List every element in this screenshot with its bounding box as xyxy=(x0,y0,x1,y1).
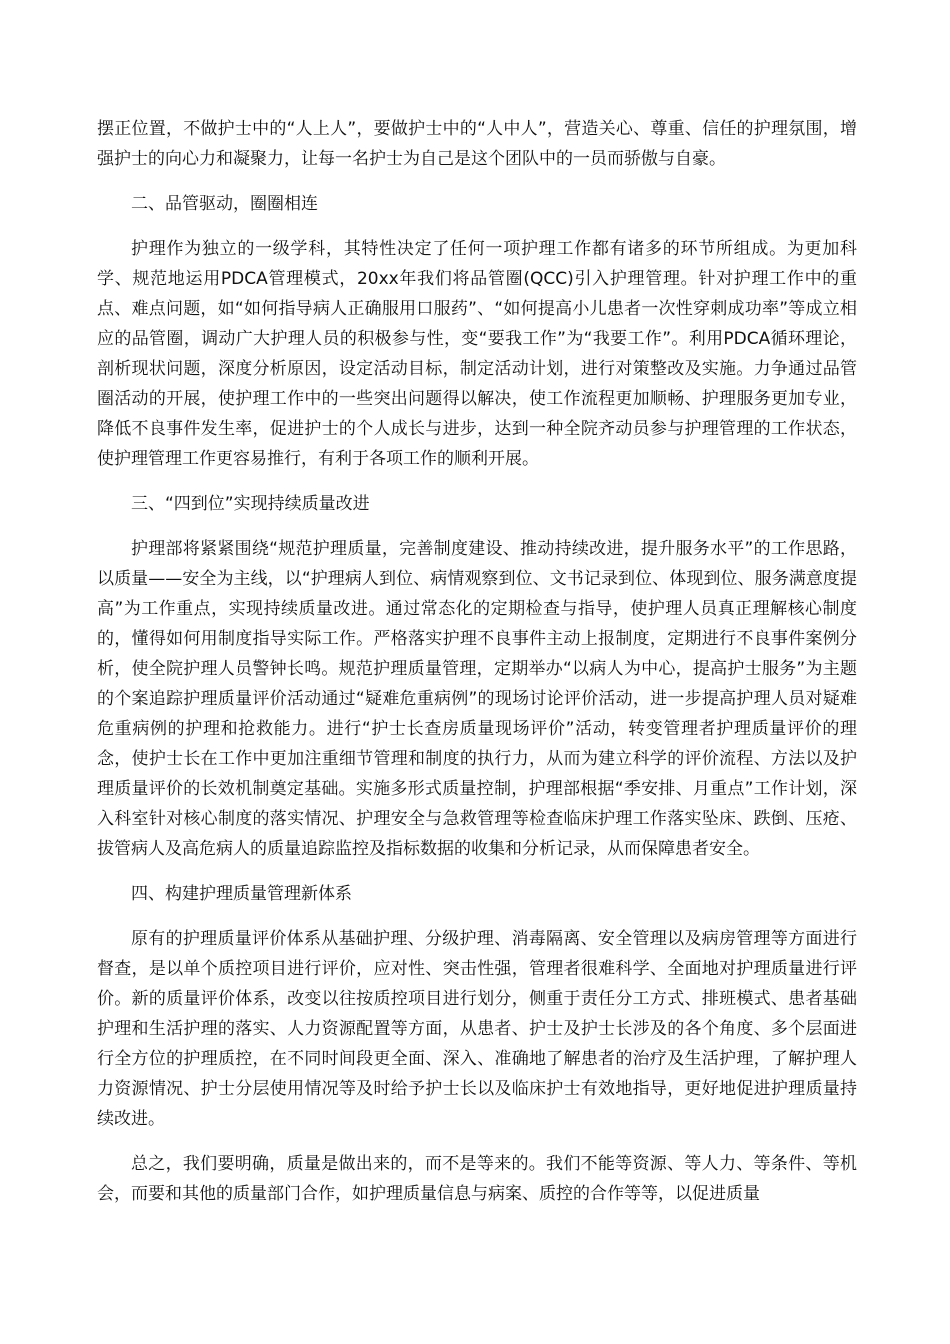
conclusion-paragraph: 总之，我们要明确，质量是做出来的，而不是等来的。我们不能等资源、等人力、等条件、等机会，而要和其他的质量部门合作，如护理质量信息与病案、质控的合作等等，以促进质量 xyxy=(97,1154,857,1204)
section-3-paragraph: 护理部将紧紧围绕“规范护理质量，完善制度建设、推动持续改进，提升服务水平”的工作思路，以质量——安全为主线，以“护理病人到位、病情观察到位、文书记录到位、体现到位、服务满意度提高”为工作重点，实现持续质量改进。通过常态化的定期检查与指导，使护理人员真正理解核心制度的，懂得如何用制度指导实际工作。严格落实护理不良事件主动上报制度，定期进行不良事件案例分析，使全院护理人员警钟长鸣。规范护理质量管理，定期举办“以病人为中心，提高护士服务”为主题的个案追踪护理质量评价活动通过“疑难危重病例”的现场讨论评价活动，进一步提高护理人员对疑难危重病例的护理和抢救能力。进行“护士长查房质量现场评价”活动，转变管理者护理质量评价的理念，使护士长在工作中更加注重细节管理和制度的执行力，从而为建立科学的评价流程、方法以及护理质量评价的长效机制奠定基础。实施多形式质量控制，护理部根据“季安排、月重点”工作计划，深入科室针对核心制度的落实情况、护理安全与急救管理等检查临床护理工作落实坠床、跌倒、压疮、拔管病人及高危病人的质量追踪监控及指标数据的收集和分析记录，从而保障患者安全。 xyxy=(97,539,857,859)
spacer xyxy=(97,909,857,924)
section-2-heading: 二、品管驱动，圈圈相连 xyxy=(131,194,318,214)
spacer xyxy=(97,174,857,189)
section-2-paragraph: 护理作为独立的一级学科，其特性决定了任何一项护理工作都有诸多的环节所组成。为更加科学、规范地运用PDCA管理模式，20xx年我们将品管圈(QCC)引入护理管理。针对护理工作中的重点、难点问题，如“如何指导病人正确服用口服药”、“如何提高小儿患者一次性穿刺成功率”等成立相应的品管圈，调动广大护理人员的积极参与性，变“要我工作”为“我要工作”。利用PDCA循环理论，剖析现状问题，深度分析原因，设定活动目标，制定活动计划，进行对策整改及实施。力争通过品管圈活动的开展，使护理工作中的一些突出问题得以解决，使工作流程更加顺畅、护理服务更加专业，降低不良事件发生率，促进护士的个人成长与进步，达到一种全院齐动员参与护理管理的工作状态，使护理管理工作更容易推行，有利于各项工作的顺利开展。 xyxy=(97,239,857,469)
intro-paragraph: 摆正位置，不做护士中的“人上人”，要做护士中的“人中人”，营造关心、尊重、信任的护理氛围，增强护士的向心力和凝聚力，让每一名护士为自己是这个团队中的一员而骄傲与自豪。 xyxy=(97,119,857,169)
spacer xyxy=(97,474,857,489)
section-3-heading: 三、“四到位”实现持续质量改进 xyxy=(131,494,370,514)
document-page xyxy=(97,114,857,1209)
spacer xyxy=(97,519,857,534)
section-4-paragraph: 原有的护理质量评价体系从基础护理、分级护理、消毒隔离、安全管理以及病房管理等方面进行督查，是以单个质控项目进行评价，应对性、突击性强，管理者很难科学、全面地对护理质量进行评价。新的质量评价体系，改变以往按质控项目进行划分，侧重于责任分工方式、排班模式、患者基础护理和生活护理的落实、人力资源配置等方面，从患者、护士及护士长涉及的各个角度、多个层面进行全方位的护理质控，在不同时间段更全面、深入、准确地了解患者的治疗及生活护理，了解护理人力资源情况、护士分层使用情况等及时给予护士长以及临床护士有效地指导，更好地促进护理质量持续改进。 xyxy=(97,929,857,1129)
spacer xyxy=(97,864,857,879)
section-4-heading: 四、构建护理质量管理新体系 xyxy=(131,884,352,904)
spacer xyxy=(97,1134,857,1149)
spacer xyxy=(97,219,857,234)
